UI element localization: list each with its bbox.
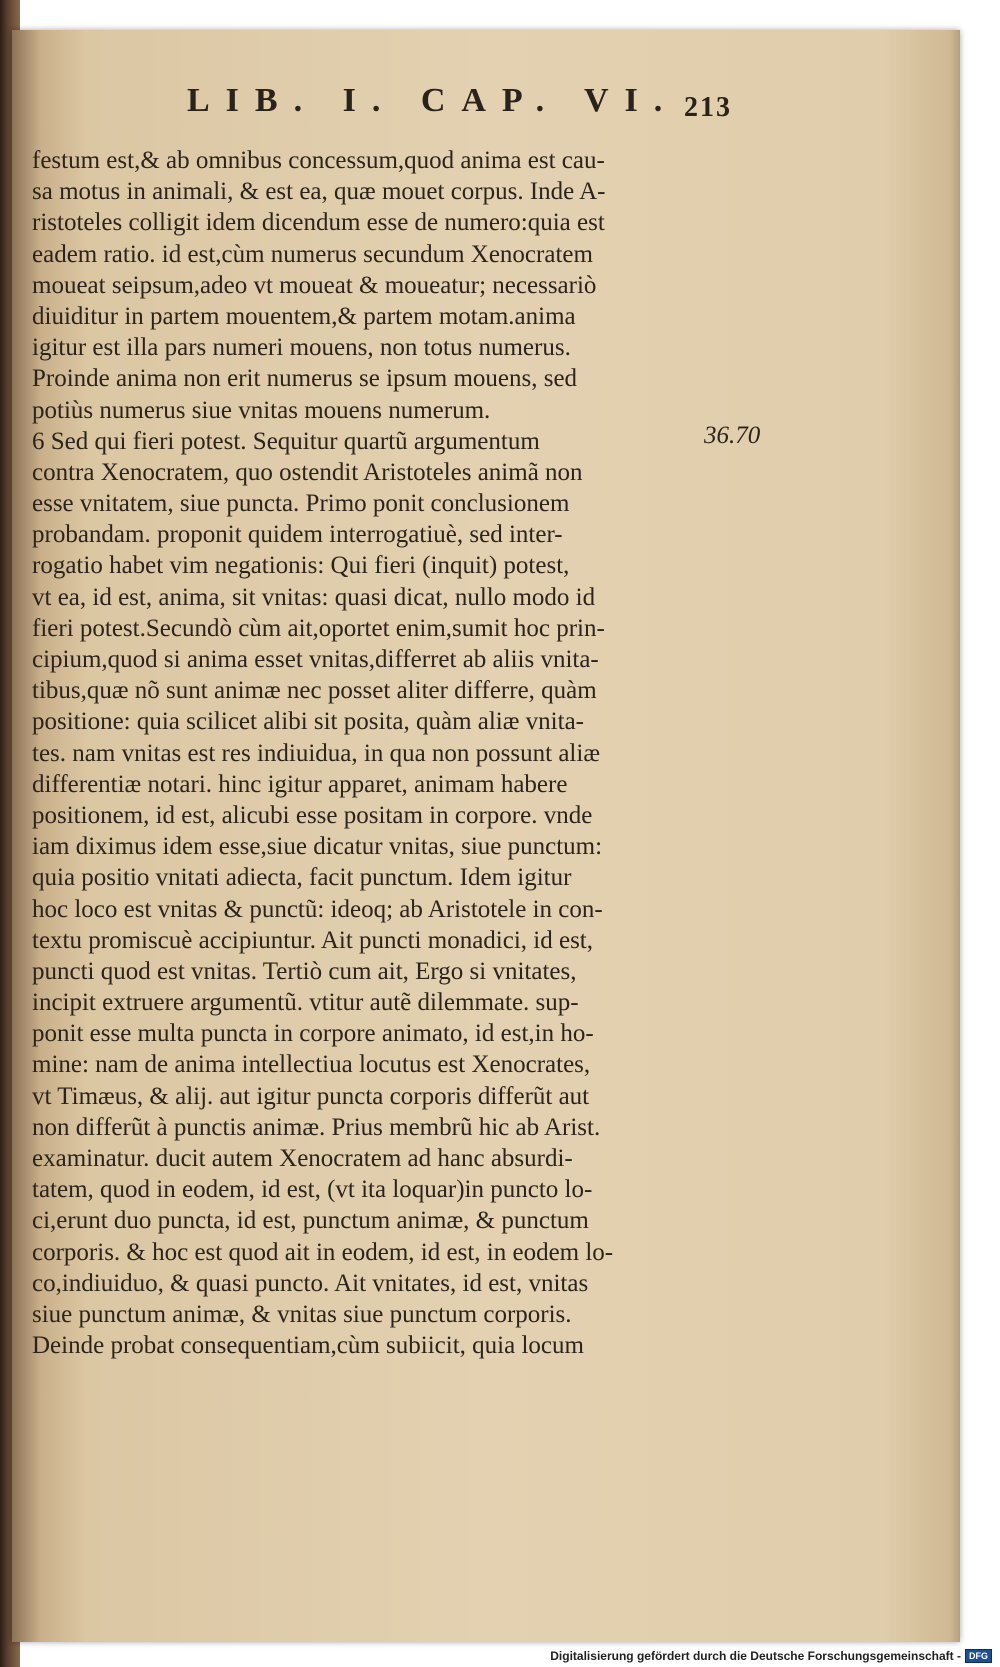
text-line: igitur est illa pars numeri mouens, non totus numerus.	[32, 334, 571, 362]
text-line: vt Timæus, & alij. aut igitur puncta corporis differũt aut	[32, 1082, 590, 1110]
page-edge-shadow	[950, 30, 960, 1642]
text-line: esse vnitatem, siue puncta. Primo ponit conclusionem	[32, 490, 570, 518]
running-title: LIB. I. CAP. VI.	[187, 82, 679, 119]
text-line: ponit esse multa puncta in corpore animato, id est,in ho-	[32, 1020, 594, 1048]
text-line: Deinde probat consequentiam,cùm subiicit, quia locum	[32, 1332, 584, 1360]
text-line: festum est,& ab omnibus concessum,quod anima est cau-	[32, 147, 605, 174]
text-line: rogatio habet vim negationis: Qui fieri (inquit) potest,	[32, 552, 570, 580]
text-line: cipium,quod si anima esset vnitas,differret ab aliis vnita-	[32, 646, 599, 673]
text-line: textu promiscuè accipiuntur. Ait puncti monadici, id est,	[32, 926, 593, 954]
text-line: vt ea, id est, anima, sit vnitas: quasi dicat, nullo modo id	[32, 583, 596, 611]
body-text	[32, 145, 697, 1361]
text-line: quia positio vnitati adiecta, facit punctum. Idem igitur	[32, 864, 572, 892]
text-line: positionem, id est, alicubi esse positam in corpore. vnde	[32, 801, 593, 829]
text-line: puncti quod est vnitas. Tertiò cum ait, Ergo si vnitates,	[32, 957, 577, 985]
book-page	[12, 30, 960, 1642]
footer-text: Digitalisierung gefördert durch die Deutsche Forschungsgemeinschaft -	[550, 1649, 961, 1663]
text-line: ci,erunt duo puncta, id est, punctum animæ, & punctum	[32, 1207, 589, 1235]
text-line: tibus,quæ nõ sunt animæ nec posset aliter differre, quàm	[32, 677, 597, 705]
text-line: co,indiuiduo, & quasi puncto. Ait vnitates, id est, vnitas	[32, 1269, 589, 1297]
text-line: tes. nam vnitas est res indiuidua, in qua non possunt aliæ	[32, 739, 600, 767]
text-line: Proinde anima non erit numerus se ipsum mouens, sed	[32, 365, 578, 393]
text-line: examinatur. ducit autem Xenocratem ad hanc absurdi-	[32, 1145, 573, 1172]
margin-note: 36.70	[704, 422, 761, 449]
dfg-logo: DFG	[965, 1649, 992, 1663]
text-line: corporis. & hoc est quod ait in eodem, id est, in eodem lo-	[32, 1238, 614, 1266]
text-line: incipit extruere argumentũ. vtitur autẽ dilemmate. sup-	[32, 989, 579, 1017]
text-line: 6 Sed qui fieri potest. Sequitur quartũ argumentum	[32, 427, 540, 455]
text-line: ristoteles colligit idem dicendum esse de numero:quia est	[32, 209, 605, 237]
text-line: contra Xenocratem, quo ostendit Aristoteles animã non	[32, 458, 583, 486]
text-line: potiùs numerus siue vnitas mouens numerum.	[32, 396, 491, 424]
text-line: sa motus in animali, & est ea, quæ mouet corpus. Inde A-	[32, 178, 606, 206]
text-line: non differũt à punctis animæ. Prius membrũ hic ab Arist.	[32, 1113, 601, 1141]
text-line: tatem, quod in eodem, id est, (vt ita loquar)in puncto lo-	[32, 1176, 593, 1204]
text-line: probandam. proponit quidem interrogatiuè, sed inter-	[32, 521, 563, 549]
text-line: eadem ratio. id est,cùm numerus secundum Xenocratem	[32, 240, 593, 268]
page-number: 213	[684, 92, 732, 123]
text-line: moueat seipsum,adeo vt moueat & moueatur; necessariò	[32, 271, 597, 299]
text-line: fieri potest.Secundò cùm ait,oportet enim,sumit hoc prin-	[32, 614, 605, 642]
text-line: siue punctum animæ, & vnitas siue punctum corporis.	[32, 1300, 572, 1328]
footer-credit	[550, 1649, 992, 1663]
text-line: diuiditur in partem mouentem,& partem motam.anima	[32, 302, 576, 330]
text-line: mine: nam de anima intellectiua locutus est Xenocrates,	[32, 1051, 591, 1079]
text-line: differentiæ notari. hinc igitur apparet, animam habere	[32, 770, 568, 798]
text-line: iam diximus idem esse,siue dicatur vnitas, siue punctum:	[32, 833, 603, 861]
text-line: positione: quia scilicet alibi sit posita, quàm aliæ vnita-	[32, 708, 584, 736]
text-line: hoc loco est vnitas & punctũ: ideoq; ab Aristotele in con-	[32, 895, 603, 923]
